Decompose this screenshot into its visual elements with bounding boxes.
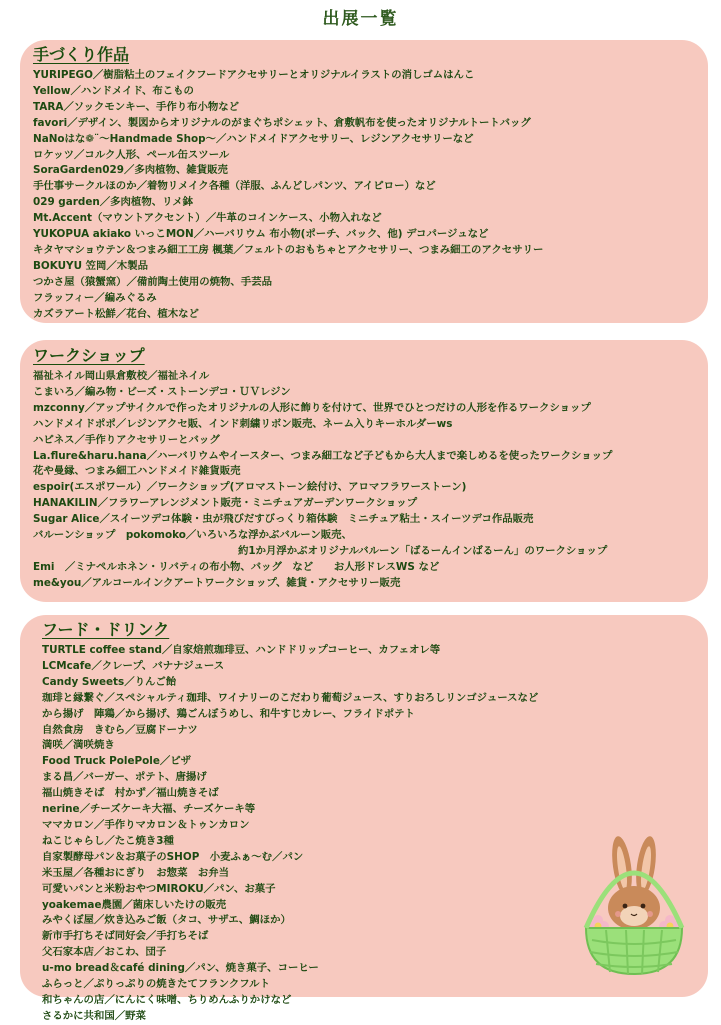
list-item: まる昌／バーガー、ポテト、唐揚げ [42,771,207,784]
list-item: 父石家本店／おこわ、団子 [42,946,167,959]
list-item: HANAKILIN／フラワーアレンジメント販売・ミニチュアガーデンワークショップ [33,497,418,510]
list-item: みやくぼ屋／炊き込みご飯（タコ、サザエ、鯛ほか） [42,914,291,927]
list-item: 自家製酵母パン＆お菓子のSHOP 小麦ふぁ～む／パン [42,850,304,863]
list-item: から揚げ 陣鶏／から揚げ、鶏ごんぼうめし、和牛すじカレー、フライドポテト [42,707,415,720]
list-item: Candy Sweets／りんご飴 [42,675,177,688]
list-item: espoir(エスポワール）／ワークショップ(アロマストーン絵付け、アロマフラワーストーン) [33,481,467,494]
list-item: me&you／アルコールインクアートワークショップ、雑貨・アクセサリー販売 [33,576,401,589]
list-item: 花や曼縁、つまみ細工ハンドメイド雑貨販売 [33,465,241,478]
section-title: ワークショップ [33,346,145,365]
list-item: ママカロン／手作りマカロン＆トゥンカロン [42,818,250,831]
list-item: Sugar Alice／スイーツデコ体験・虫が飛びだすびっくり箱体験 ミニチュア粘土・スイーツデコ作品販売 [33,513,534,526]
list-item: ロケッツ／コルク人形、ペール缶スツール [33,148,230,161]
list-item: 米玉屋／各種おにぎり お惣菜 お弁当 [42,866,230,879]
list-item: Yellow／ハンドメイド、布こもの [33,84,194,97]
list-item: La.flure&haru.hana／ハーバリウムやイースター、つまみ細工など子どもから大人まで楽しめるを使ったワークショップ [33,449,613,462]
list-item: 福山焼きそば 村かず／福山焼きそば [42,787,219,800]
rabbit-basket-illustration [578,828,688,978]
list-item: さるかに共和国／野菜 [42,1009,146,1022]
list-item: キタヤマショウテン＆つまみ細工工房 楓葉／フェルトのおもちゃとアクセサリー、つまみ細工のアクセサリー [33,243,544,256]
list-item: 福祉ネイル岡山県倉敷校／福祉ネイル [33,370,210,382]
list-item: NaNoはな❁¨～Handmade Shop～／ハンドメイドアクセサリー、レジンアクセサリーなど [33,132,474,145]
list-item: 新市手打ちそば同好会／手打ちそば [42,930,209,943]
list-item: nerine／チーズケーキ大福、チーズケーキ等 [42,803,256,816]
list-item: Mt.Accent（マウントアクセント）／牛革のコインケース、小物入れなど [33,212,382,225]
list-item: BOKUYU 笠岡／木製品 [33,259,148,272]
list-item: SoraGarden029／多肉植物、雑貨販売 [33,164,228,177]
list-item: カズラアート松鮮／花台、植木など [33,307,199,320]
list-item: フラッフィー／編みぐるみ [33,291,157,304]
list-item: Emi ／ミナペルホネン・リバティの布小物、バッグ など お人形ドレスWS など [33,560,440,573]
list-item: favori／デザイン、製図からオリジナルのがまぐちポシェット、倉敷帆布を使ったオリジナルトートバッグ [33,116,531,129]
list-item: つかさ屋（猿蟹窯）／備前陶土使用の焼物、手芸品 [33,275,272,288]
list-item: 029 garden／多肉植物、リメ鉢 [33,196,194,209]
section-handmade-works [20,40,708,323]
exhibitor-list [33,68,698,323]
list-item: 満咲／満咲焼き [42,739,115,752]
list-item: 和ちゃんの店／にんにく味噌、ちりめんふりかけなど [42,993,292,1006]
page-title: 出展一覧 [322,9,399,29]
list-item: mzconny／アップサイクルで作ったオリジナルの人形に飾りを付けて、世界でひとつだけの人形を作るワークショップ [33,401,591,414]
list-item: YUKOPUA akiako いっこMON／ハーバリウム 布小物(ポーチ、バック、他) デコパージュなど [33,228,489,241]
list-item: yoakemae農園／菌床しいたけの販売 [42,898,227,911]
section-title: 手づくり作品 [33,45,130,64]
list-item: u-mo bread＆café dining／パン、焼き菓子、コーヒー [42,962,319,975]
list-item: 手仕事サークルほのか／着物リメイク各種（洋服、ふんどしパンツ、アイピロー）など [33,180,436,193]
list-item: ハピネス／手作りアクセサリーとバッグ [33,433,220,446]
list-item: Food Truck PolePole／ピザ [42,755,192,768]
list-item: 約1か月浮かぶオリジナルバルーン「ばるーんインばるーん」のワークショップ [238,544,608,557]
list-item: 自然食房 きむら／豆腐ドーナツ [42,723,198,736]
list-item: こまいろ／編み物・ビーズ・ストーンデコ・ＵＶレジン [33,385,291,398]
list-item: ハンドメイドポポ／レジンアクセ販、インド刺繍リボン販売、ネーム入りキーホルダーws [33,417,453,430]
exhibitor-list [33,369,698,592]
list-item: 可愛いパンと米粉おやつMIROKU／パン、お菓子 [42,882,276,895]
list-item: 珈琲と縁繋ぐ／スペシャルティ珈琲、ワイナリーのこだわり葡萄ジュース、すりおろしリンゴジュースなど [42,691,539,704]
list-item: LCMcafe／クレープ、バナナジュース [42,659,225,672]
list-item: TARA／ソックモンキー、手作り布小物など [33,100,240,113]
section-title: フード・ドリンク [42,620,170,639]
section-workshop [20,340,708,602]
list-item: YURIPEGO／樹脂粘土のフェイクフードアクセサリーとオリジナルイラストの消しゴムはんこ [33,69,475,81]
list-item: バルーンショップ pokomoko／いろいろな浮かぶバルーン販売、 [33,529,352,542]
list-item: ねこじゃらし／たこ焼き3種 [42,834,174,847]
list-item: TURTLE coffee stand／自家焙煎珈琲豆、ハンドドリップコーヒー、カフェオレ等 [42,644,441,656]
list-item: ふらっと／ぷりっぷりの焼きたてフランクフルト [42,978,270,991]
